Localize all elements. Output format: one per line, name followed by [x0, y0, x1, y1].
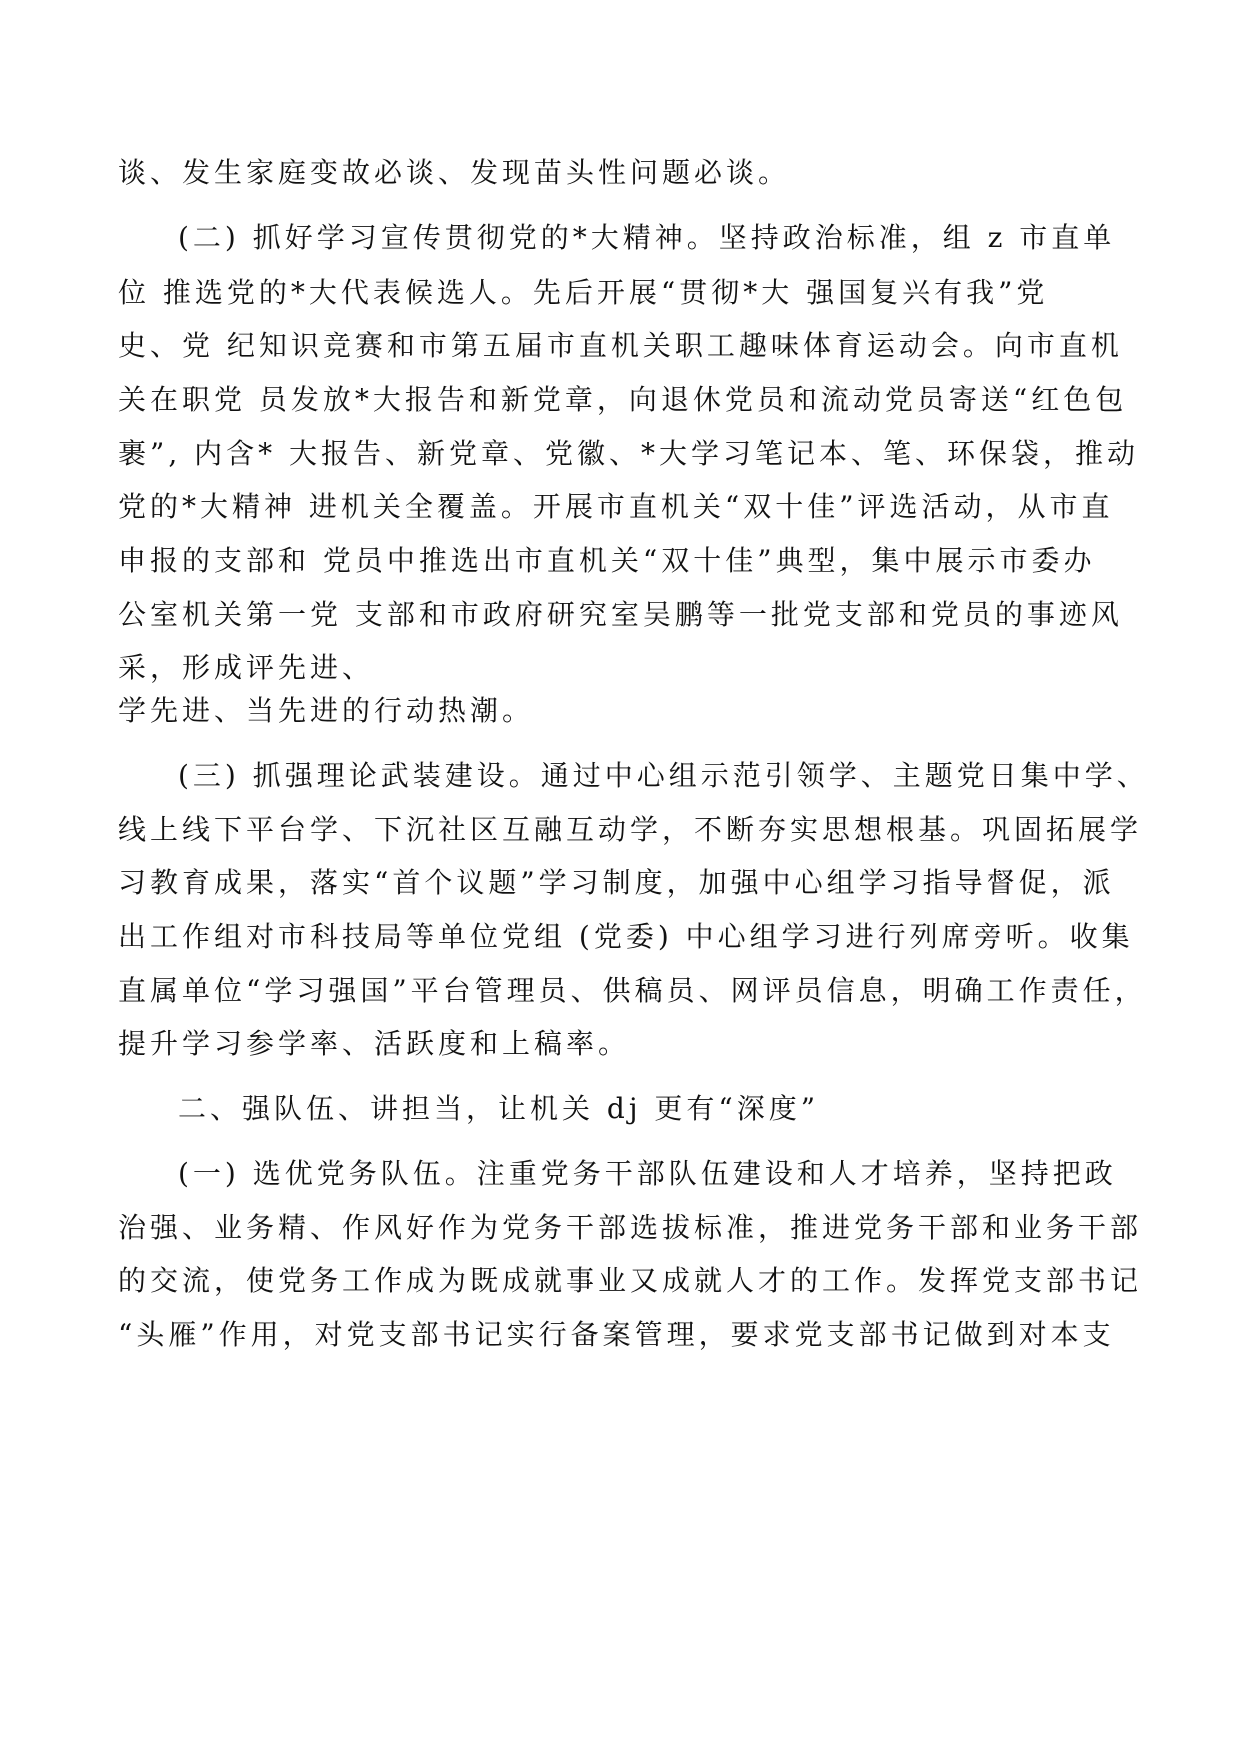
text-line: 史、党 纪知识竞赛和市第五届市直机关职工趣味体育运动会。向市直机	[118, 329, 1123, 362]
text-line: 位 推选党的*大代表候选人。先后开展“贯彻*大 强国复兴有我”党	[118, 276, 1049, 309]
text-line: 出工作组对市科技局等单位党组 (党委) 中心组学习进行列席旁听。收集	[118, 920, 1134, 953]
text-line: 直属单位“学习强国”平台管理员、供稿员、网评员信息，明确工作责任，	[118, 974, 1147, 1007]
text-line: 党的*大精神 进机关全覆盖。开展市直机关“双十佳”评选活动，从市直	[118, 490, 1114, 523]
text-line: 提升学习参学率、活跃度和上稿率。	[118, 1027, 631, 1060]
text-line: 谈、发生家庭变故必谈、发现苗头性问题必谈。	[118, 156, 791, 189]
section-heading: 二、强队伍、讲担当，让机关 dj 更有“深度”	[178, 1092, 820, 1125]
text-line: 线上线下平台学、下沉社区互融互动学，不断夯实思想根基。巩固拓展学	[118, 813, 1143, 846]
text-line: 申报的支部和 党员中推选出市直机关“双十佳”典型，集中展示市委办	[118, 544, 1096, 577]
text-line: 学先进、当先进的行动热潮。	[118, 694, 535, 727]
text-line: 采，形成评先进、	[118, 651, 375, 684]
text-line: (一) 选优党务队伍。注重党务干部队伍建设和人才培养，坚持把政	[178, 1157, 1117, 1190]
text-line: 关在职党 员发放*大报告和新党章，向退休党员和流动党员寄送“红色包	[118, 383, 1128, 416]
text-line: “头雁”作用，对党支部书记实行备案管理，要求党支部书记做到对本支	[118, 1318, 1115, 1351]
text-line: (三) 抓强理论武装建设。通过中心组示范引领学、主题党日集中学、	[178, 759, 1149, 792]
text-line: 的交流，使党务工作成为既成就事业又成就人才的工作。发挥党支部书记	[118, 1264, 1143, 1297]
text-line: 习教育成果，落实“首个议题”学习制度，加强中心组学习指导督促，派	[118, 866, 1115, 899]
text-line: (二) 抓好学习宣传贯彻党的*大精神。坚持政治标准，组 z 市直单	[178, 221, 1116, 254]
text-line: 治强、业务精、作风好作为党务干部选拔标准，推进党务干部和业务干部	[118, 1211, 1143, 1244]
text-line: 裹”, 内含* 大报告、新党章、党徽、*大学习笔记本、笔、环保袋，推动	[118, 437, 1140, 470]
text-line: 公室机关第一党 支部和市政府研究室吴鹏等一批党支部和党员的事迹风	[118, 598, 1123, 631]
